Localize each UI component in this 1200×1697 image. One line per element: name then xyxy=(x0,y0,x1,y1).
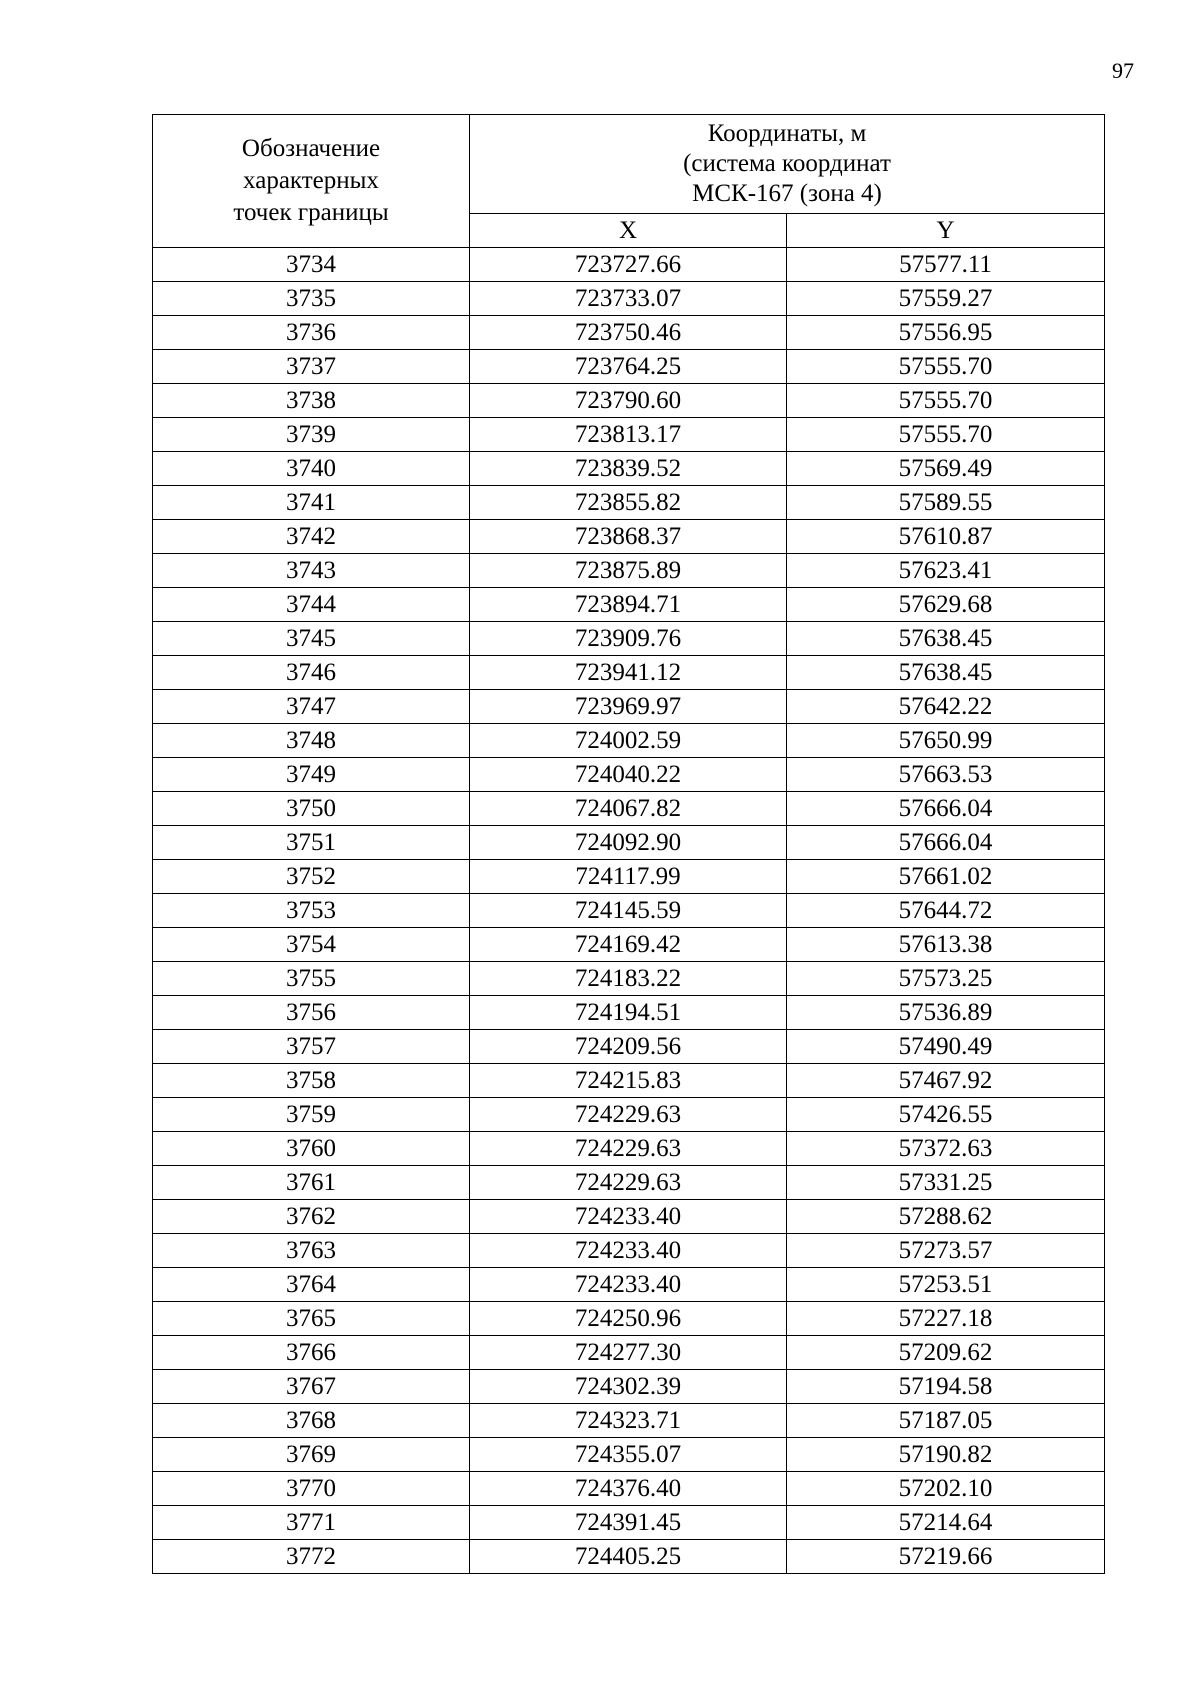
y-coordinate-cell: 57650.99 xyxy=(787,724,1105,758)
x-coordinate-cell: 723855.82 xyxy=(470,486,787,520)
table-row xyxy=(153,1098,1105,1132)
point-header-line-1: Обозначение xyxy=(241,135,381,162)
y-coordinate-cell: 57555.70 xyxy=(787,384,1105,418)
y-coordinate-cell: 57638.45 xyxy=(787,622,1105,656)
x-coordinate-cell: 723909.76 xyxy=(470,622,787,656)
table-row xyxy=(153,350,1105,384)
point-id-cell: 3763 xyxy=(153,1234,470,1268)
x-coordinate-cell: 724229.63 xyxy=(470,1098,787,1132)
table-row xyxy=(153,1336,1105,1370)
y-coordinate-cell: 57613.38 xyxy=(787,928,1105,962)
y-coordinate-cell: 57663.53 xyxy=(787,758,1105,792)
x-coordinate-cell: 723764.25 xyxy=(470,350,787,384)
y-coordinate-cell: 57209.62 xyxy=(787,1336,1105,1370)
table-row xyxy=(153,928,1105,962)
x-coordinate-cell: 724183.22 xyxy=(470,962,787,996)
point-id-cell: 3739 xyxy=(153,418,470,452)
point-id-cell: 3750 xyxy=(153,792,470,826)
coordinates-header xyxy=(470,115,1105,214)
point-id-cell: 3747 xyxy=(153,690,470,724)
table-row xyxy=(153,690,1105,724)
table-row xyxy=(153,894,1105,928)
table-row xyxy=(153,1132,1105,1166)
table-row xyxy=(153,1200,1105,1234)
x-coordinate-cell: 724391.45 xyxy=(470,1506,787,1540)
point-id-cell: 3748 xyxy=(153,724,470,758)
x-coordinate-cell: 724002.59 xyxy=(470,724,787,758)
point-id-cell: 3772 xyxy=(153,1540,470,1574)
y-coordinate-cell: 57642.22 xyxy=(787,690,1105,724)
table-row xyxy=(153,996,1105,1030)
y-coordinate-cell: 57644.72 xyxy=(787,894,1105,928)
point-id-cell: 3767 xyxy=(153,1370,470,1404)
point-id-cell: 3745 xyxy=(153,622,470,656)
x-coordinate-cell: 723750.46 xyxy=(470,316,787,350)
table-row xyxy=(153,758,1105,792)
x-coordinate-cell: 723813.17 xyxy=(470,418,787,452)
point-id-cell: 3753 xyxy=(153,894,470,928)
point-id-cell: 3754 xyxy=(153,928,470,962)
y-coordinate-cell: 57253.51 xyxy=(787,1268,1105,1302)
y-coordinate-cell: 57536.89 xyxy=(787,996,1105,1030)
point-id-cell: 3736 xyxy=(153,316,470,350)
table-row xyxy=(153,962,1105,996)
x-coordinate-cell: 724194.51 xyxy=(470,996,787,1030)
table-row xyxy=(153,588,1105,622)
x-coordinate-cell: 724092.90 xyxy=(470,826,787,860)
y-coordinate-cell: 57629.68 xyxy=(787,588,1105,622)
table-row xyxy=(153,1064,1105,1098)
point-id-cell: 3755 xyxy=(153,962,470,996)
point-id-cell: 3744 xyxy=(153,588,470,622)
x-coordinate-cell: 724250.96 xyxy=(470,1302,787,1336)
point-id-cell: 3762 xyxy=(153,1200,470,1234)
point-id-cell: 3737 xyxy=(153,350,470,384)
x-coordinate-cell: 724229.63 xyxy=(470,1132,787,1166)
table-body xyxy=(153,248,1105,1574)
point-id-cell: 3740 xyxy=(153,452,470,486)
coords-header-line-1: Координаты, м xyxy=(707,120,867,147)
y-coordinate-cell: 57219.66 xyxy=(787,1540,1105,1574)
point-id-cell: 3751 xyxy=(153,826,470,860)
x-coordinate-cell: 724215.83 xyxy=(470,1064,787,1098)
y-coordinate-cell: 57490.49 xyxy=(787,1030,1105,1064)
y-coordinate-cell: 57194.58 xyxy=(787,1370,1105,1404)
y-coordinate-cell: 57573.25 xyxy=(787,962,1105,996)
x-coordinate-cell: 724169.42 xyxy=(470,928,787,962)
y-column-header: Y xyxy=(787,214,1105,248)
table-row xyxy=(153,282,1105,316)
point-id-cell: 3760 xyxy=(153,1132,470,1166)
y-coordinate-cell: 57623.41 xyxy=(787,554,1105,588)
x-coordinate-cell: 723733.07 xyxy=(470,282,787,316)
y-coordinate-cell: 57555.70 xyxy=(787,350,1105,384)
x-coordinate-cell: 723969.97 xyxy=(470,690,787,724)
point-id-cell: 3743 xyxy=(153,554,470,588)
point-id-cell: 3758 xyxy=(153,1064,470,1098)
table-row xyxy=(153,1404,1105,1438)
x-coordinate-cell: 724067.82 xyxy=(470,792,787,826)
x-coordinate-cell: 723941.12 xyxy=(470,656,787,690)
y-coordinate-cell: 57288.62 xyxy=(787,1200,1105,1234)
point-id-cell: 3764 xyxy=(153,1268,470,1302)
table-row xyxy=(153,860,1105,894)
y-coordinate-cell: 57569.49 xyxy=(787,452,1105,486)
x-coordinate-cell: 723790.60 xyxy=(470,384,787,418)
y-coordinate-cell: 57589.55 xyxy=(787,486,1105,520)
table-row xyxy=(153,554,1105,588)
y-coordinate-cell: 57187.05 xyxy=(787,1404,1105,1438)
table-row xyxy=(153,316,1105,350)
point-header-line-2: характерных xyxy=(243,167,379,194)
x-coordinate-cell: 723868.37 xyxy=(470,520,787,554)
x-coordinate-cell: 724209.56 xyxy=(470,1030,787,1064)
x-coordinate-cell: 724323.71 xyxy=(470,1404,787,1438)
table-row xyxy=(153,1472,1105,1506)
y-coordinate-cell: 57273.57 xyxy=(787,1234,1105,1268)
table-row xyxy=(153,1438,1105,1472)
x-coordinate-cell: 724355.07 xyxy=(470,1438,787,1472)
table-row xyxy=(153,622,1105,656)
table-row xyxy=(153,384,1105,418)
page-number: 97 xyxy=(1112,58,1134,83)
table-row xyxy=(153,1166,1105,1200)
point-id-cell: 3765 xyxy=(153,1302,470,1336)
x-coordinate-cell: 723727.66 xyxy=(470,248,787,282)
y-coordinate-cell: 57331.25 xyxy=(787,1166,1105,1200)
table-row xyxy=(153,724,1105,758)
coords-header-line-3: МСК-167 (зона 4) xyxy=(692,180,882,207)
table-row xyxy=(153,1506,1105,1540)
x-coordinate-cell: 724376.40 xyxy=(470,1472,787,1506)
table-row xyxy=(153,248,1105,282)
point-id-cell: 3741 xyxy=(153,486,470,520)
y-coordinate-cell: 57372.63 xyxy=(787,1132,1105,1166)
point-id-cell: 3746 xyxy=(153,656,470,690)
point-id-cell: 3752 xyxy=(153,860,470,894)
x-column-header: X xyxy=(470,214,787,248)
y-coordinate-cell: 57426.55 xyxy=(787,1098,1105,1132)
y-coordinate-cell: 57610.87 xyxy=(787,520,1105,554)
x-coordinate-cell: 724229.63 xyxy=(470,1166,787,1200)
x-coordinate-cell: 723875.89 xyxy=(470,554,787,588)
y-coordinate-cell: 57559.27 xyxy=(787,282,1105,316)
point-id-cell: 3742 xyxy=(153,520,470,554)
table-row xyxy=(153,1540,1105,1574)
point-id-cell: 3770 xyxy=(153,1472,470,1506)
coords-header-line-2: (система координат xyxy=(683,150,891,177)
y-coordinate-cell: 57190.82 xyxy=(787,1438,1105,1472)
y-coordinate-cell: 57227.18 xyxy=(787,1302,1105,1336)
x-coordinate-cell: 724233.40 xyxy=(470,1234,787,1268)
table-row xyxy=(153,520,1105,554)
table-row xyxy=(153,452,1105,486)
y-coordinate-cell: 57214.64 xyxy=(787,1506,1105,1540)
y-coordinate-cell: 57666.04 xyxy=(787,792,1105,826)
table-row xyxy=(153,1030,1105,1064)
x-coordinate-cell: 724405.25 xyxy=(470,1540,787,1574)
table-row xyxy=(153,826,1105,860)
coordinates-table xyxy=(152,114,1105,1574)
point-id-cell: 3738 xyxy=(153,384,470,418)
point-id-cell: 3768 xyxy=(153,1404,470,1438)
x-coordinate-cell: 724040.22 xyxy=(470,758,787,792)
table-header xyxy=(153,115,1105,248)
table-row xyxy=(153,656,1105,690)
y-coordinate-cell: 57638.45 xyxy=(787,656,1105,690)
point-header-line-3: точек границы xyxy=(233,199,389,226)
x-coordinate-cell: 724233.40 xyxy=(470,1268,787,1302)
table-row xyxy=(153,1302,1105,1336)
y-coordinate-cell: 57555.70 xyxy=(787,418,1105,452)
point-id-cell: 3766 xyxy=(153,1336,470,1370)
point-id-cell: 3734 xyxy=(153,248,470,282)
point-id-cell: 3749 xyxy=(153,758,470,792)
point-id-cell: 3771 xyxy=(153,1506,470,1540)
point-id-cell: 3769 xyxy=(153,1438,470,1472)
x-coordinate-cell: 724233.40 xyxy=(470,1200,787,1234)
y-coordinate-cell: 57556.95 xyxy=(787,316,1105,350)
x-coordinate-cell: 723894.71 xyxy=(470,588,787,622)
table-row xyxy=(153,1370,1105,1404)
point-id-cell: 3735 xyxy=(153,282,470,316)
y-coordinate-cell: 57661.02 xyxy=(787,860,1105,894)
table-row xyxy=(153,1268,1105,1302)
y-coordinate-cell: 57666.04 xyxy=(787,826,1105,860)
x-coordinate-cell: 724302.39 xyxy=(470,1370,787,1404)
point-id-cell: 3759 xyxy=(153,1098,470,1132)
table-row xyxy=(153,792,1105,826)
y-coordinate-cell: 57202.10 xyxy=(787,1472,1105,1506)
table-row xyxy=(153,418,1105,452)
x-coordinate-cell: 724277.30 xyxy=(470,1336,787,1370)
x-coordinate-cell: 724117.99 xyxy=(470,860,787,894)
x-coordinate-cell: 724145.59 xyxy=(470,894,787,928)
table-row xyxy=(153,1234,1105,1268)
point-id-cell: 3761 xyxy=(153,1166,470,1200)
x-coordinate-cell: 723839.52 xyxy=(470,452,787,486)
y-coordinate-cell: 57577.11 xyxy=(787,248,1105,282)
point-designation-header xyxy=(153,115,470,248)
table-row xyxy=(153,486,1105,520)
point-id-cell: 3756 xyxy=(153,996,470,1030)
point-id-cell: 3757 xyxy=(153,1030,470,1064)
y-coordinate-cell: 57467.92 xyxy=(787,1064,1105,1098)
